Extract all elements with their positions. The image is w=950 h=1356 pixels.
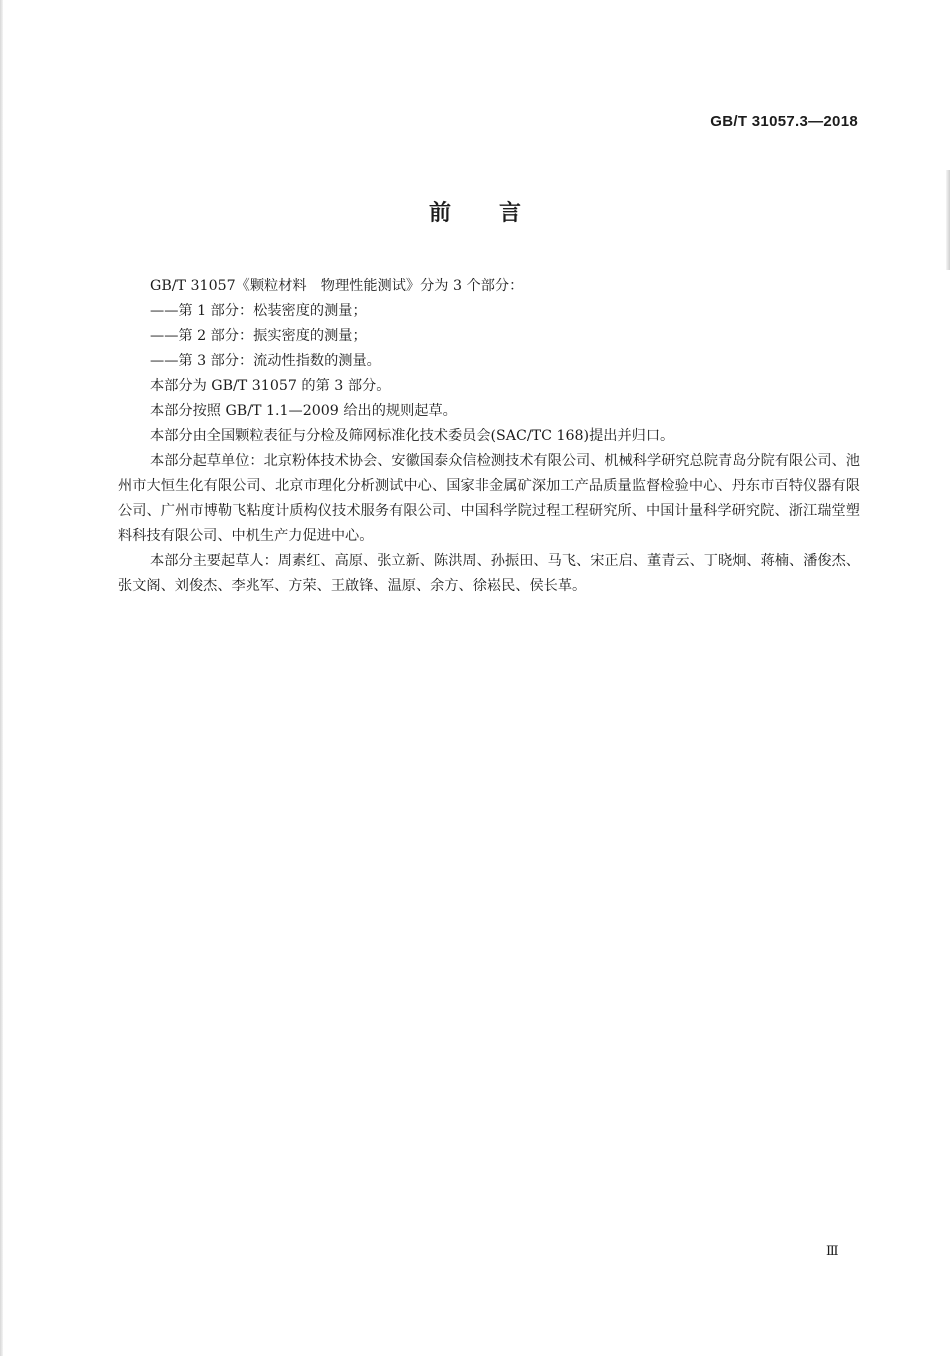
paragraph-drafters: 本部分主要起草人：周素红、高原、张立新、陈洪周、孙振田、马飞、宋正启、董青云、丁晓炯、蒋楠、潘俊杰、张文阁、刘俊杰、李兆军、方荣、王啟锋、温原、余方、徐崧民、侯长革。 [118, 553, 860, 594]
foreword-body [118, 274, 860, 599]
paragraph-drafting-rules: 本部分按照 GB/T 1.1—2009 给出的规则起草。 [150, 403, 457, 419]
standard-code: GB/T 31057.3—2018 [710, 113, 858, 130]
paragraph-part-3: ——第 3 部分：流动性指数的测量。 [150, 353, 381, 369]
paragraph-parts-intro: GB/T 31057《颗粒材料 物理性能测试》分为 3 个部分： [150, 278, 524, 294]
paragraph-drafting-units: 本部分起草单位：北京粉体技术协会、安徽国泰众信检测技术有限公司、机械科学研究总院青岛分院有限公司、池州市大恒生化有限公司、北京市理化分析测试中心、国家非金属矿深加工产品质量监督检验中心、丹东市百特仪器有限公司、广州市博勒飞粘度计质构仪技术服务有限公司、中国科学院过程工程研究所、中国计量科学研究院、浙江瑞堂塑料科技有限公司、中机生产力促进中心。 [118, 453, 860, 544]
page-title: 前言 [428, 201, 569, 226]
paragraph-part-1: ——第 1 部分：松装密度的测量； [150, 303, 367, 319]
paragraph-proposer: 本部分由全国颗粒表征与分检及筛网标准化技术委员会(SAC/TC 168)提出并归口。 [150, 428, 675, 444]
page-number: Ⅲ [826, 1244, 839, 1259]
paragraph-part-2: ——第 2 部分：振实密度的测量； [150, 328, 367, 344]
paragraph-this-part: 本部分为 GB/T 31057 的第 3 部分。 [150, 378, 391, 394]
